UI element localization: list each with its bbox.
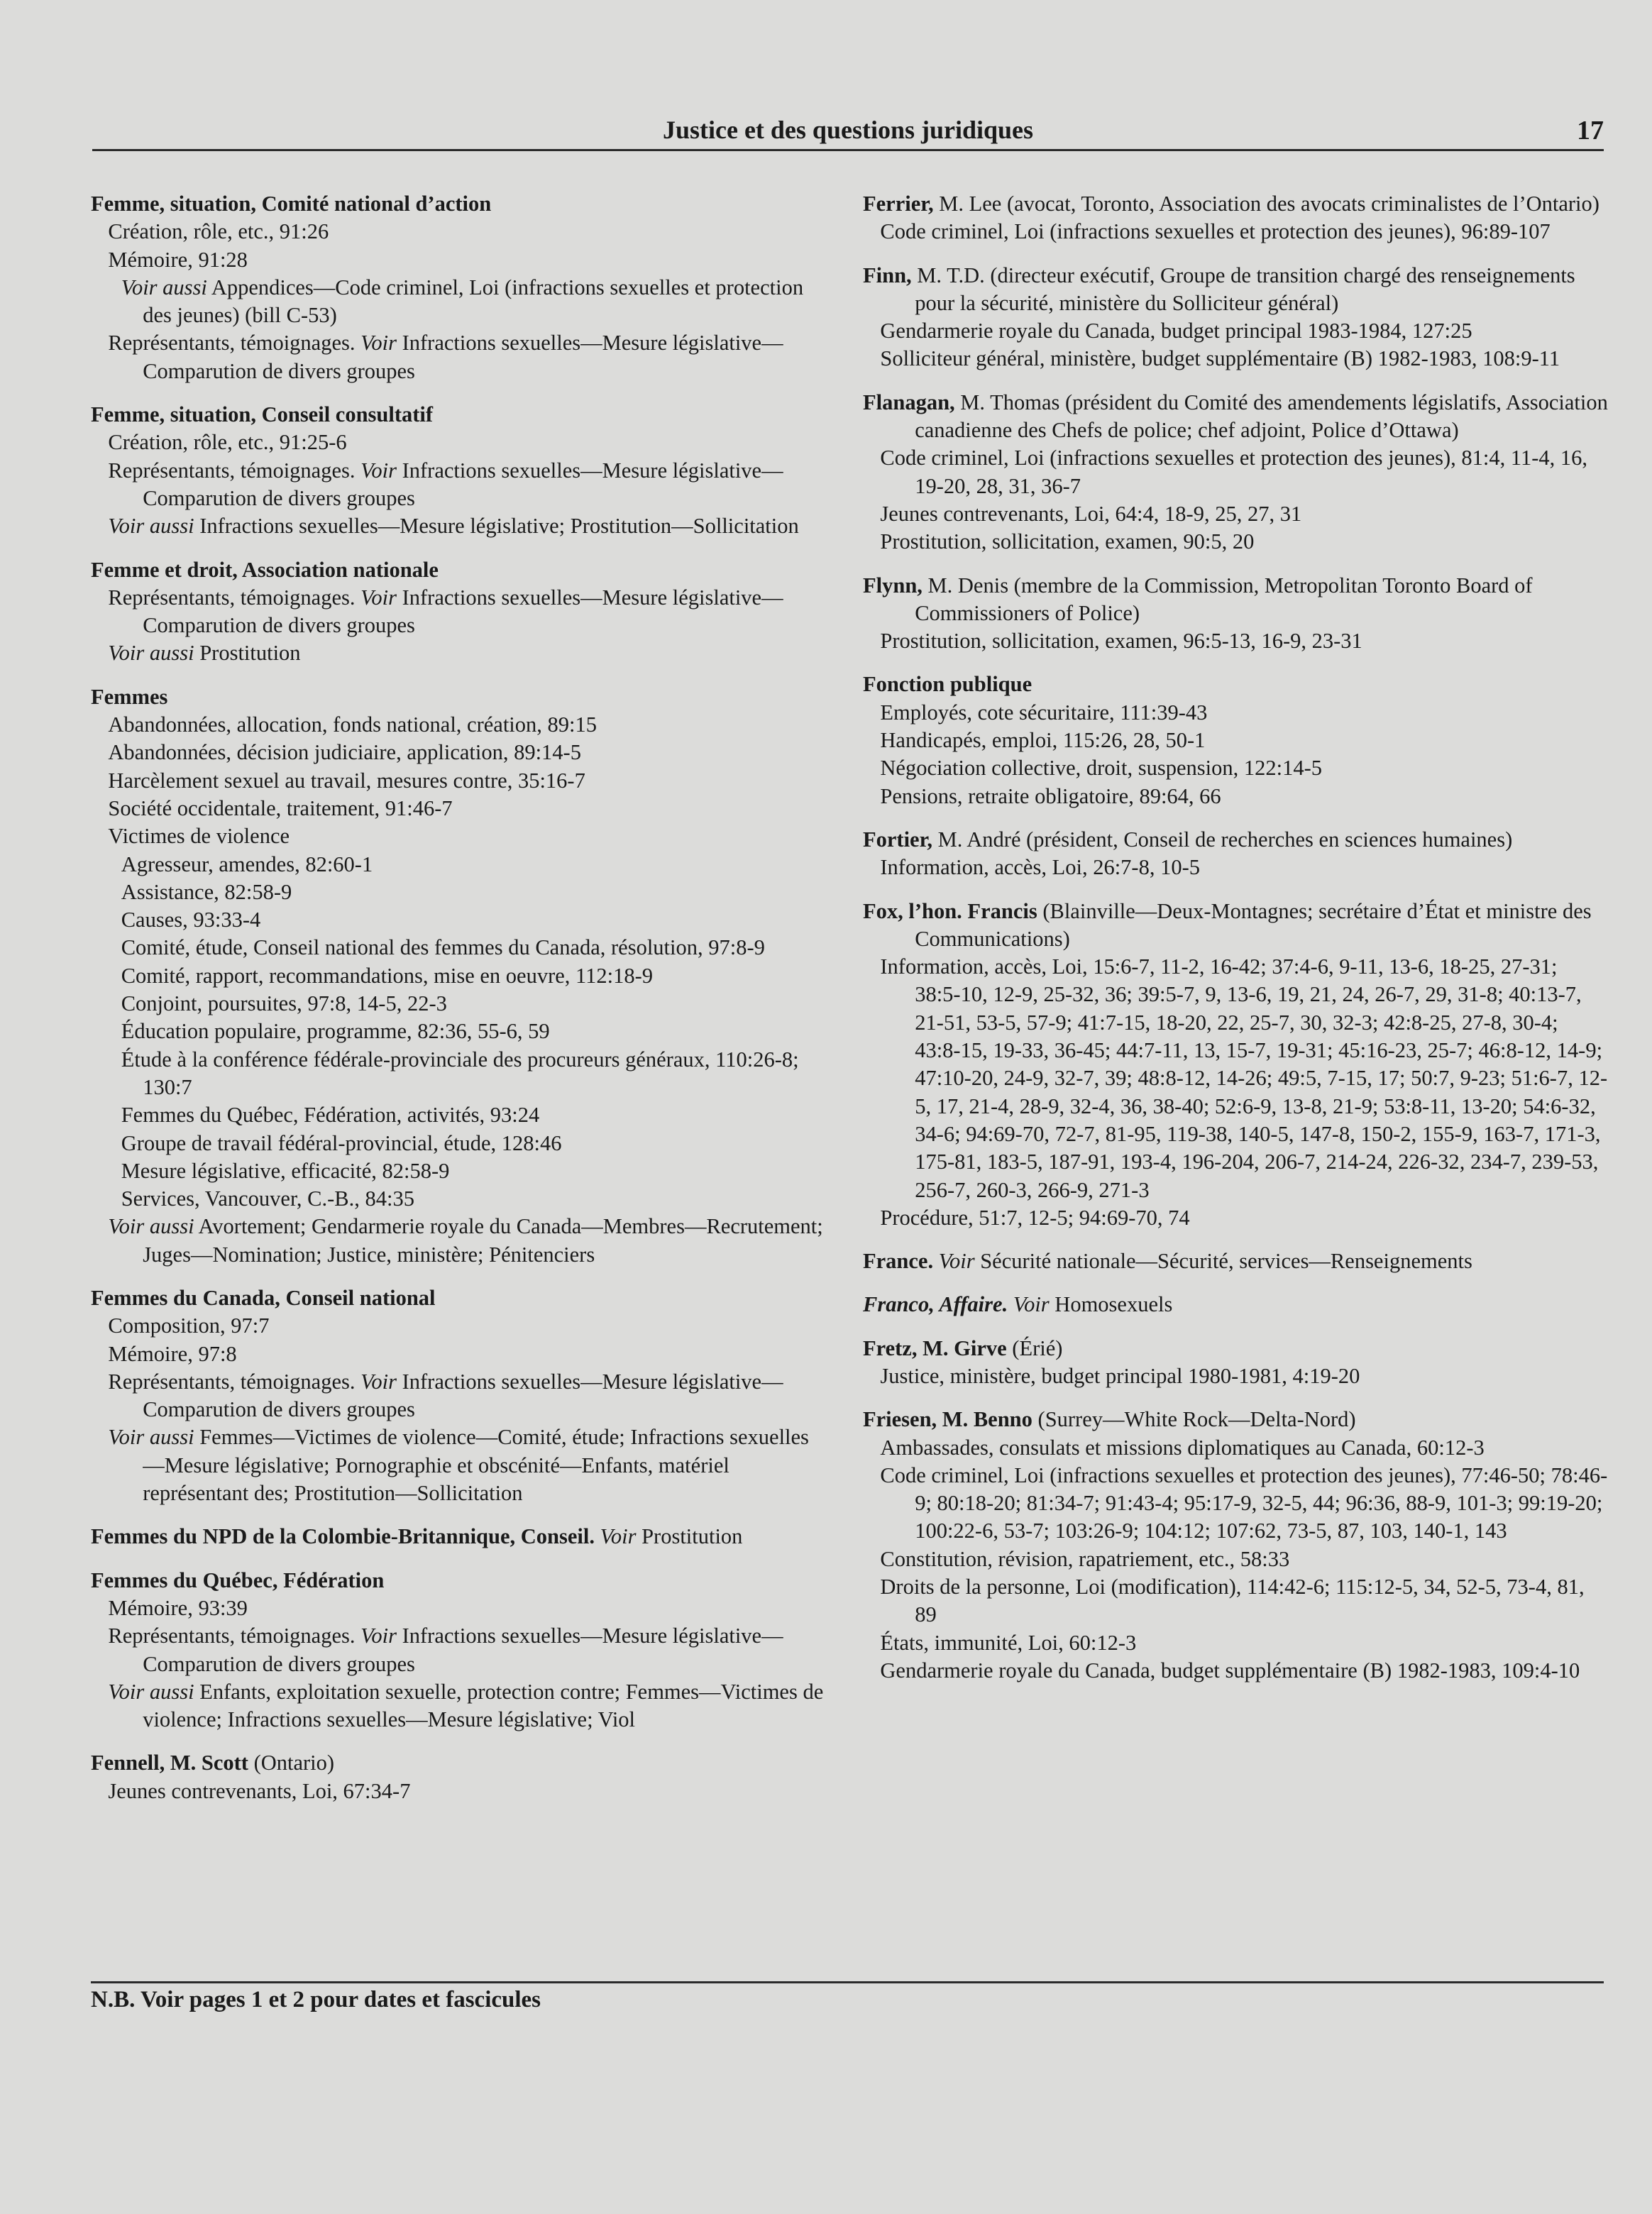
entry-text: Femmes du Québec, Fédération, activités, 93:24 <box>121 1103 540 1128</box>
entry-text: Abandonnées, allocation, fonds national, création, 89:15 <box>108 712 597 737</box>
entry-subentry <box>863 1573 1608 1629</box>
entry-subentry <box>863 528 1608 556</box>
entry-text: Infractions sexuelles—Mesure législative—Comparution de divers groupes <box>143 1369 783 1422</box>
entry-heading <box>863 671 1608 698</box>
entry-subentry <box>91 795 829 822</box>
entry-text: Enfants, exploitation sexuelle, protection contre; Femmes—Victimes de violence; Infractions sexuelles—Mesure législative; Viol <box>143 1679 824 1732</box>
entry-subentry <box>91 1778 829 1805</box>
entry-text: Prostitution <box>194 641 301 666</box>
entry-text: Voir <box>360 585 397 610</box>
entry-heading <box>91 1567 829 1595</box>
entry-subentry <box>863 727 1608 754</box>
entry-text: Voir <box>360 458 397 483</box>
entry-subentry <box>863 953 1608 1204</box>
entry-heading <box>863 190 1608 218</box>
entry-text: Voir aussi <box>121 275 207 299</box>
entry-heading <box>91 401 829 429</box>
entry-text: (Blainville—Deux-Montagnes; secrétaire d’État et ministre des Communications) <box>915 898 1592 951</box>
entry-text: M. Lee (avocat, Toronto, Association des avocats criminalistes de l’Ontario) <box>933 192 1599 216</box>
entry-subentry <box>863 1546 1608 1573</box>
index-entry <box>863 1248 1608 1275</box>
entry-heading <box>863 898 1608 954</box>
entry-heading <box>91 683 829 711</box>
index-entry <box>91 556 829 668</box>
index-entry <box>91 683 829 1269</box>
entry-text: Création, rôle, etc., 91:25-6 <box>108 430 347 455</box>
entry-heading <box>863 1248 1608 1275</box>
entry-subentry <box>91 1046 829 1102</box>
entry-text: Homosexuels <box>1049 1292 1173 1317</box>
entry-text: Représentants, témoignages. <box>108 585 361 610</box>
entry-subentry <box>863 1657 1608 1685</box>
entry-text: Société occidentale, traitement, 91:46-7 <box>108 795 453 820</box>
entry-subentry <box>91 739 829 766</box>
entry-heading <box>91 1284 829 1312</box>
entry-text: Comité, étude, Conseil national des femmes du Canada, résolution, 97:8-9 <box>121 935 765 960</box>
entry-subentry <box>91 1185 829 1213</box>
entry-subentry <box>91 246 829 274</box>
entry-text: Sécurité nationale—Sécurité, services—Renseignements <box>974 1249 1472 1274</box>
index-entry <box>91 401 829 540</box>
index-entry <box>91 1567 829 1734</box>
entry-text: Infractions sexuelles—Mesure législative—Comparution de divers groupes <box>143 585 783 638</box>
entry-text: Voir aussi <box>108 1425 194 1450</box>
entry-text: Infractions sexuelles—Mesure législative—Comparution de divers groupes <box>143 458 783 510</box>
entry-text <box>595 1524 600 1548</box>
entry-text: Gendarmerie royale du Canada, budget supplémentaire (B) 1982-1983, 109:4-10 <box>880 1658 1580 1682</box>
entry-subentry <box>91 1213 829 1269</box>
entry-subentry <box>91 1312 829 1340</box>
entry-text: Harcèlement sexuel au travail, mesures contre, 35:16-7 <box>108 768 585 793</box>
entry-subentry <box>863 1434 1608 1462</box>
index-entry <box>863 1291 1608 1318</box>
entry-text: Voir <box>360 1624 397 1648</box>
entry-heading <box>863 1335 1608 1362</box>
entry-text: Ferrier, <box>863 192 934 216</box>
entry-text: (Érié) <box>1006 1335 1063 1360</box>
entry-text: Voir <box>360 331 397 356</box>
entry-subentry <box>863 854 1608 881</box>
entry-text: M. Denis (membre de la Commission, Metropolitan Toronto Board of Commissioners of Police) <box>915 573 1533 625</box>
page-number: 17 <box>1577 116 1604 145</box>
entry-text: Finn, <box>863 263 912 287</box>
entry-text: Négociation collective, droit, suspension, 122:14-5 <box>880 756 1322 781</box>
entry-subentry <box>91 218 829 246</box>
entry-subentry <box>91 512 829 540</box>
entry-subentry <box>91 584 829 640</box>
entry-text: M. Thomas (président du Comité des amendements législatifs, Association canadienne des Chefs de police; chef adjoint, Police d’Ottawa) <box>915 390 1608 443</box>
entry-text: Justice, ministère, budget principal 1980-1981, 4:19-20 <box>880 1363 1360 1388</box>
entry-text: Agresseur, amendes, 82:60-1 <box>121 852 373 876</box>
entry-subentry <box>863 218 1608 246</box>
entry-subentry <box>91 822 829 850</box>
index-entry <box>91 1749 829 1805</box>
index-entry <box>863 898 1608 1233</box>
index-entry <box>863 671 1608 810</box>
entry-text: Appendices—Code criminel, Loi (infractions sexuelles et protection des jeunes) (bill C-53) <box>143 275 804 328</box>
header-title: Justice et des questions juridiques <box>662 116 1034 144</box>
entry-subentry <box>91 1101 829 1129</box>
entry-text: Victimes de violence <box>108 824 290 849</box>
entry-text: Jeunes contrevenants, Loi, 67:34-7 <box>108 1778 411 1803</box>
entry-text: Femmes du NPD de la Colombie-Britannique, Conseil. <box>91 1524 595 1549</box>
entry-text: Prostitution <box>636 1524 743 1549</box>
entry-subentry <box>91 1368 829 1424</box>
entry-subentry <box>91 711 829 739</box>
entry-text: Fennell, M. Scott <box>91 1751 248 1775</box>
right-column <box>863 190 1608 1700</box>
entry-subentry <box>863 699 1608 727</box>
entry-subentry <box>91 639 829 667</box>
entry-subentry <box>91 906 829 934</box>
index-entry <box>91 1284 829 1507</box>
entry-text: Voir <box>600 1524 637 1549</box>
entry-text: Voir aussi <box>108 1679 194 1704</box>
entry-subentry <box>91 329 829 385</box>
entry-text: Femmes du Québec, Fédération <box>91 1568 385 1592</box>
entry-subentry <box>91 879 829 906</box>
entry-text: Prostitution, sollicitation, examen, 90:5, 20 <box>880 529 1255 554</box>
entry-text: États, immunité, Loi, 60:12-3 <box>880 1630 1137 1655</box>
entry-text: Fortier, <box>863 827 932 852</box>
entry-text: Code criminel, Loi (infractions sexuelles et protection des jeunes), 96:89-107 <box>880 219 1551 244</box>
entry-text: Voir <box>1013 1292 1050 1317</box>
entry-subentry <box>91 1018 829 1045</box>
entry-subentry <box>91 1340 829 1368</box>
entry-text: Employés, cote sécuritaire, 111:39-43 <box>880 700 1208 725</box>
entry-text: Mesure législative, efficacité, 82:58-9 <box>121 1158 450 1183</box>
entry-text: Information, accès, Loi, 15:6-7, 11-2, 16-42; 37:4-6, 9-11, 13-6, 18-25, 27-31; 38:5-10, 12-9, 25-32, 36; 39:5-7, 9, 13-6, 19, 21, 24, 26-7, 29, 31-8; 40:13-7, 21-51, 53-5, 57-9; 41:7-15, 18-20, 22, 25-7, 30, 32-3; 42:8-25, 27-8, 30-4; 43:8-15, 19-33, 36-45; 44:7-11, 13, 15-7, 19-31; 45:16-23, 25-7; 46:8-12, 14-9; 47:10-20, 24-9, 32-7, 39; 48:8-12, 14-26; 49:5, 7-15, 17; 50:7, 9-23; 51:6-7, 12-5, 17, 21-4, 28-9, 32-4, 36, 38-40; 52:6-9, 13-8, 21-9; 53:8-11, 13-20; 54:6-32, 34-6; 94:69-70, 72-7, 81-95, 119-38, 140-5, 147-8, 150-2, 155-9, 163-7, 171-3, 175-81, 183-5, 187-91, 193-4, 196-204, 206-7, 214-24, 226-32, 234-7, 239-53, 256-7, 260-3, 266-9, 271-3 <box>880 954 1608 1202</box>
entry-text: Ambassades, consulats et missions diplomatiques au Canada, 60:12-3 <box>880 1435 1485 1460</box>
entry-text: Fonction publique <box>863 672 1032 697</box>
entry-text: Mémoire, 93:39 <box>108 1595 248 1620</box>
entry-text: Abandonnées, décision judiciaire, application, 89:14-5 <box>108 740 581 765</box>
entry-text: Fretz, M. Girve <box>863 1335 1007 1360</box>
entry-subentry <box>91 274 829 330</box>
entry-text: Femme, situation, Comité national d’action <box>91 192 492 216</box>
entry-text: Composition, 97:7 <box>108 1313 270 1338</box>
index-entry <box>863 389 1608 556</box>
entry-subentry <box>863 783 1608 810</box>
entry-text: Code criminel, Loi (infractions sexuelles et protection des jeunes), 81:4, 11-4, 16, 19-20, 28, 31, 36-7 <box>880 446 1588 498</box>
entry-text: Services, Vancouver, C.-B., 84:35 <box>121 1186 414 1211</box>
entry-subentry <box>91 767 829 795</box>
entry-heading <box>863 1406 1608 1433</box>
entry-text: Femme et droit, Association nationale <box>91 557 439 582</box>
entry-heading <box>91 556 829 584</box>
entry-text: Assistance, 82:58-9 <box>121 879 292 904</box>
entry-text: Voir aussi <box>108 1214 194 1239</box>
entry-text: Infractions sexuelles—Mesure législative—Comparution de divers groupes <box>143 1624 783 1676</box>
entry-text: Constitution, révision, rapatriement, etc., 58:33 <box>880 1546 1290 1571</box>
entry-text: Jeunes contrevenants, Loi, 64:4, 18-9, 25, 27, 31 <box>880 501 1302 526</box>
entry-text: M. André (président, Conseil de recherches en sciences humaines) <box>932 827 1513 852</box>
entry-subentry <box>91 1157 829 1185</box>
entry-heading <box>863 826 1608 854</box>
entry-subentry <box>91 851 829 879</box>
entry-subentry <box>863 754 1608 782</box>
entry-heading <box>91 1523 829 1551</box>
entry-subentry <box>91 1130 829 1157</box>
entry-subentry <box>91 1678 829 1734</box>
footer-rule <box>91 1981 1604 1983</box>
entry-text: Mémoire, 91:28 <box>108 247 248 272</box>
entry-text: Flanagan, <box>863 390 955 414</box>
index-entry <box>863 190 1608 246</box>
entry-subentry <box>91 962 829 990</box>
entry-subentry <box>863 317 1608 345</box>
index-entry <box>91 1523 829 1551</box>
entry-text: Groupe de travail fédéral-provincial, étude, 128:46 <box>121 1130 562 1155</box>
entry-text: Fox, l’hon. Francis <box>863 898 1037 923</box>
entry-text: Flynn, <box>863 573 923 597</box>
index-entry <box>863 826 1608 882</box>
entry-text: Voir <box>938 1249 975 1274</box>
entry-heading <box>91 190 829 218</box>
entry-text: Mémoire, 97:8 <box>108 1341 237 1366</box>
entry-text <box>1008 1292 1013 1316</box>
entry-text: Information, accès, Loi, 26:7-8, 10-5 <box>880 855 1200 880</box>
index-entry <box>863 262 1608 373</box>
entry-text: Comité, rapport, recommandations, mise en oeuvre, 112:18-9 <box>121 963 654 988</box>
entry-text: Voir <box>360 1369 397 1394</box>
entry-subentry <box>91 457 829 513</box>
entry-text: Handicapés, emploi, 115:26, 28, 50-1 <box>880 728 1206 753</box>
entry-subentry <box>863 1204 1608 1232</box>
entry-text: Représentants, témoignages. <box>108 331 361 356</box>
entry-text: Pensions, retraite obligatoire, 89:64, 66 <box>880 783 1221 808</box>
entry-text: Femme, situation, Conseil consultatif <box>91 402 434 427</box>
entry-subentry <box>863 444 1608 500</box>
entry-text: Procédure, 51:7, 12-5; 94:69-70, 74 <box>880 1205 1190 1230</box>
entry-text: (Ontario) <box>248 1751 335 1775</box>
entry-text: Femmes du Canada, Conseil national <box>91 1285 436 1310</box>
entry-heading <box>863 389 1608 445</box>
entry-text: Femmes <box>91 684 168 709</box>
entry-text: Droits de la personne, Loi (modification), 114:42-6; 115:12-5, 34, 52-5, 73-4, 81, 89 <box>880 1575 1585 1627</box>
entry-text: Code criminel, Loi (infractions sexuelles et protection des jeunes), 77:46-50; 78:46-9; 80:18-20; 81:34-7; 91:43-4; 95:17-9, 32-5, 44; 96:36, 88-9, 101-3; 99:19-20; 100:22-6, 53-7; 103:26-9; 104:12; 107:62, 73-5, 87, 103, 140-1, 143 <box>880 1463 1608 1543</box>
entry-subentry <box>91 934 829 962</box>
entry-text: Causes, 93:33-4 <box>121 908 261 932</box>
entry-heading <box>863 262 1608 318</box>
entry-text: Franco, Affaire. <box>863 1292 1008 1317</box>
entry-subentry <box>91 1595 829 1622</box>
entry-text: Voir aussi <box>108 641 194 666</box>
entry-text: Gendarmerie royale du Canada, budget principal 1983-1984, 127:25 <box>880 319 1472 343</box>
entry-subentry <box>91 990 829 1018</box>
entry-text: Étude à la conférence fédérale-provinciale des procureurs généraux, 110:26-8; 130:7 <box>121 1047 799 1099</box>
footer-note: N.B. Voir pages 1 et 2 pour dates et fascicules <box>91 1987 541 2012</box>
entry-text: Friesen, M. Benno <box>863 1407 1032 1432</box>
left-column <box>91 190 829 1821</box>
entry-subentry <box>91 1423 829 1507</box>
index-entry <box>863 1406 1608 1685</box>
entry-subentry <box>863 1629 1608 1657</box>
entry-text: (Surrey—White Rock—Delta-Nord) <box>1032 1407 1356 1432</box>
entry-text: Prostitution, sollicitation, examen, 96:5-13, 16-9, 23-31 <box>880 629 1362 654</box>
entry-subentry <box>863 500 1608 528</box>
entry-text <box>933 1249 939 1273</box>
entry-text: Infractions sexuelles—Mesure législative—Comparution de divers groupes <box>143 331 783 383</box>
entry-text: Infractions sexuelles—Mesure législative; Prostitution—Sollicitation <box>194 514 799 539</box>
entry-subentry <box>863 1462 1608 1546</box>
running-header <box>92 114 1604 151</box>
entry-text: Voir aussi <box>108 514 194 539</box>
entry-subentry <box>91 429 829 456</box>
entry-text: Femmes—Victimes de violence—Comité, étude; Infractions sexuelles—Mesure législative; Pornographie et obscénité—Enfants, matériel représentant des; Prostitution—Sollicitation <box>143 1425 809 1506</box>
entry-subentry <box>863 1362 1608 1390</box>
entry-text: France. <box>863 1249 934 1274</box>
entry-text: Création, rôle, etc., 91:26 <box>108 219 329 244</box>
entry-heading <box>863 572 1608 628</box>
entry-text: Représentants, témoignages. <box>108 1624 361 1648</box>
entry-subentry <box>91 1622 829 1678</box>
entry-text: Avortement; Gendarmerie royale du Canada—Membres—Recrutement; Juges—Nomination; Justice, ministère; Pénitenciers <box>143 1214 823 1267</box>
index-entry <box>863 1335 1608 1391</box>
entry-subentry <box>863 345 1608 373</box>
entry-text: Représentants, témoignages. <box>108 458 361 483</box>
entry-subentry <box>863 627 1608 655</box>
entry-text: Solliciteur général, ministère, budget supplémentaire (B) 1982-1983, 108:9-11 <box>880 346 1560 371</box>
index-entry <box>863 572 1608 656</box>
entry-text: Éducation populaire, programme, 82:36, 55-6, 59 <box>121 1019 550 1044</box>
entry-text: Représentants, témoignages. <box>108 1369 361 1394</box>
index-entry <box>91 190 829 385</box>
entry-text: M. T.D. (directeur exécutif, Groupe de transition chargé des renseignements pour la sécurité, ministère du Solliciteur général) <box>911 263 1575 315</box>
entry-heading <box>91 1749 829 1777</box>
entry-heading <box>863 1291 1608 1318</box>
entry-text: Conjoint, poursuites, 97:8, 14-5, 22-3 <box>121 991 447 1016</box>
